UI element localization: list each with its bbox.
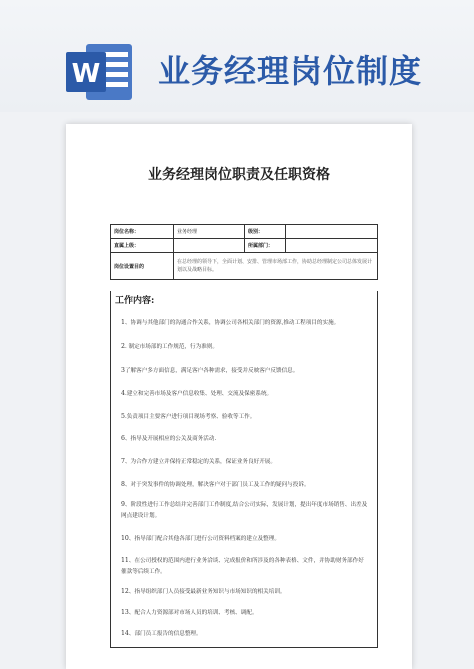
duty-number: 8 [121,481,125,488]
duty-item [121,433,369,445]
table-cell: 级别： [245,225,286,239]
banner [0,0,474,112]
duty-text: 、在公司授权的范围内进行业务洽谈、完成报价和所涉及的各种表格、文件，并协助财务部作好催款等后续工作。 [121,558,364,575]
duty-number: 11 [121,557,129,564]
duty-number: 5 [121,413,125,420]
duty-item [121,317,369,329]
duty-text: 、对于突发事件的协调处理，解决客户对于部门员工及工作的疑问与投诉。 [124,482,310,488]
table-cell [286,225,378,239]
table-cell: 业务经理 [174,225,245,239]
duty-item [121,365,369,377]
document-title: 业务经理岗位职责及任职资格 [148,167,330,183]
duty-item [121,607,369,619]
table-cell [174,239,245,253]
duty-item [121,555,369,578]
table-row [111,225,378,239]
table-cell [286,239,378,253]
duty-text: 、协调与其他部门的沟通合作关系，协调公司各相关部门的资源,推动工程项目的实施。 [124,320,340,326]
table-cell: 直属上级： [111,239,174,253]
duty-number: 7 [121,458,125,465]
table-cell: 所属部门： [245,239,286,253]
duty-item [121,411,369,423]
table-cell: 在总经理的领导下，全面计划、安排、管理市场部工作，协助总经理制定公司总体发展计划以及战略目标。 [174,253,378,280]
duty-item [121,628,369,640]
duty-item [121,456,369,468]
duty-number: 6 [121,435,125,442]
svg-text:W: W [71,59,101,89]
duty-number: 9 [121,501,125,508]
duty-text: .建立和完善市场及客户信息收集、处理、交流及保密系统。 [124,391,273,397]
duty-number: 4 [121,390,125,397]
duty-text: 、指导及开展相应的公关及商务活动. [124,436,217,442]
duty-text: . 制定市场部的工作规范，行为准则。 [124,344,218,350]
duty-text: 、部门员工报告的信息整理。 [128,631,202,637]
duty-item [121,388,369,400]
table-row [111,253,378,280]
watermark: ​ [73,184,79,195]
word-icon [64,40,138,104]
duty-number: 3 [121,367,125,374]
duty-number: 12 [121,588,129,595]
table-cell: 岗位名称： [111,225,174,239]
info-table [110,224,378,280]
banner-title: 业务经理岗位制度 [158,52,423,90]
duty-number: 10 [121,535,129,542]
duty-number: 2 [121,343,125,350]
duty-text: 、阶段性进行工作总结并完善部门工作制度,结合公司实际，发展计划，提出年度市场销售、出差及网点建设计划。 [121,502,368,519]
duty-number: 13 [121,609,129,616]
duty-text: 、配合人力资源部对市场人员的培训、考核、调配。 [128,610,258,616]
work-content-box [110,291,378,648]
duty-number: 14 [121,630,129,637]
duty-item [121,533,369,545]
table-cell: 岗位设置目的 [111,253,174,280]
duty-text: 、指导组织部门人员接受最新业务知识与市场知识的相关培训。 [128,589,286,595]
document-page [66,124,412,669]
table-row [111,239,378,253]
duty-text: 、指导部门配合其他各部门进行公司资料档案的建立及整理。 [128,536,280,542]
duty-item [121,341,369,353]
duty-item [121,479,369,491]
duty-text: .负责项目主要客户进行项目现场考察、验收等工作。 [124,414,256,420]
duty-number: 1 [121,319,125,326]
section-title: 工作内容: [115,296,155,306]
duty-text: 了解客户多方面信息，满足客户各种需求，接受并反映客户反馈信息。 [124,368,299,374]
duty-item [121,586,369,598]
duty-item [121,499,369,522]
duty-text: 、为合作方建立并保持正常稳定的关系，保证业务良好开展。 [124,459,276,465]
